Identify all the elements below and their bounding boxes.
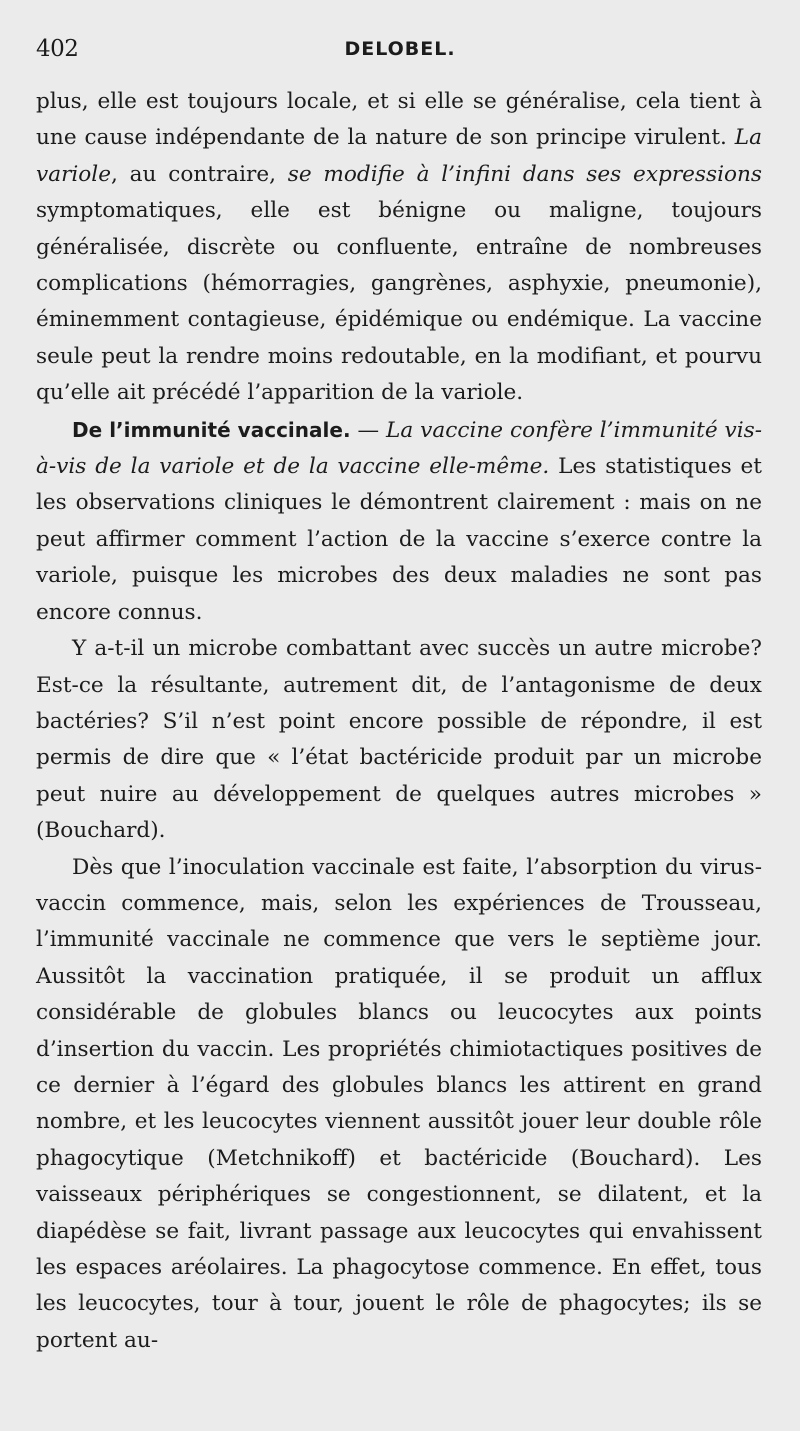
paragraph-4: Dès que l’inoculation vaccinale est faite, l’absorption du virus-vaccin commence, mais, selon les expériences de Trousseau, l’immunité vaccinale ne commence que vers le septième jour. Aussitôt la vaccination pratiquée, il se produit un afflux considérable de globules blancs ou leucocytes aux points d’insertion du vaccin. Les propriétés chimiotactiques positives de ce dernier à l’égard des globules blancs les attirent en grand nombre, et les leucocytes viennent aussitôt jouer leur double rôle phagocytique (Metchnikoff) et bactéricide (Bouchard). Les vaisseaux périphériques se congestionnent, se dilatent, et la diapédèse se fait, livrant passage aux leucocytes qui envahissent les espaces aréolaires. La phagocytose commence. En effet, tous les leucocytes, tour à tour, jouent le rôle de phagocytes; ils se portent au- (36, 854, 762, 1353)
paragraph-1-text-e: symptomatiques, elle est bénigne ou maligne, toujours généralisée, discrète ou confluente, entraîne de nombreuses complications (hémorragies, gangrènes, asphyxie, pneumonie), éminemment contagieuse, épidémique ou endémique. La vaccine seule peut la rendre moins redoutable, en la modifiant, et pourvu qu’elle ait précédé l’apparition de la variole. (36, 198, 762, 406)
running-title: DELOBEL. (344, 38, 456, 60)
paragraph-2 (36, 412, 762, 631)
heading-dash: — (350, 417, 387, 443)
paragraph-1-text-a: plus, elle est toujours locale, et si elle se généralise, cela tient à une cause indépendante de la nature de son principe virulent. (36, 89, 762, 151)
paragraph-3: Y a-t-il un microbe combattant avec succès un autre microbe? Est-ce la résultante, autrement dit, de l’antagonisme de deux bactéries? S’il n’est point encore possible de répondre, il est permis de dire que « l’état bactéricide produit par un microbe peut nuire au développement de quelques autres microbes » (Bouchard). (36, 636, 762, 844)
paragraph-1-italic-variole: La variole (36, 125, 762, 187)
paragraph-2-italic: La vaccine confère l’immunité vis-à-vis de la variole et de la vaccine elle-même. (36, 417, 763, 480)
page-header (36, 36, 764, 68)
paragraph-1 (36, 84, 762, 412)
section-heading: De l’immunité vaccinale. (72, 417, 351, 442)
page-number: 402 (36, 36, 79, 62)
page-body (36, 84, 762, 1359)
paragraph-1-text-c: , au contraire, (111, 161, 288, 187)
paragraph-1-italic-expressions: se modifie à l’infini dans ses expressions (287, 161, 762, 187)
paragraph-2-text: Les statistiques et les observations cliniques le démontrent clairement : mais on ne peut affirmer comment l’action de la vaccine s’exerce contre la variole, puisque les microbes des deux maladies ne sont pas encore connus. (36, 454, 762, 625)
